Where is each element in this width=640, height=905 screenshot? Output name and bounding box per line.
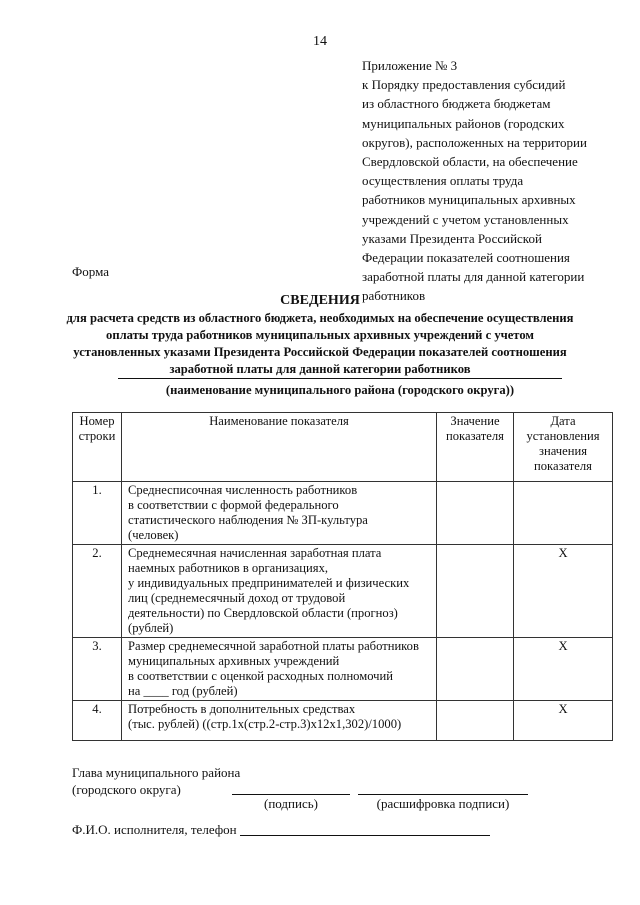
row-value[interactable]	[437, 545, 514, 638]
row-value[interactable]	[437, 701, 514, 741]
appendix-line: осуществления оплаты труда	[362, 173, 524, 189]
row-indicator-name: Среднемесячная начисленная заработная плата наемных работников в организациях, у индивидуальных предпринимателей и физических лиц (среднемесячный доход от трудовой деятельности) по Свердловской области (прогноз) (рублей)	[122, 545, 437, 638]
row-indicator-name: Размер среднемесячной заработной платы работников муниципальных архивных учреждений в соответствии с оценкой расходных полномочий на ____ год (рублей)	[122, 638, 437, 701]
row-date[interactable]: X	[514, 545, 613, 638]
row-number: 2.	[73, 545, 122, 638]
appendix-line: работников	[362, 288, 426, 304]
row-indicator-name: Потребность в дополнительных средствах (тыс. рублей) ((стр.1х(стр.2-стр.3)х12х1,302)/1000)	[122, 701, 437, 741]
form-label: Форма	[72, 264, 109, 279]
row-number: 4.	[73, 701, 122, 741]
appendix-line: Федерации показателей соотношения	[362, 250, 570, 266]
appendix-line: округов), расположенных на территории	[362, 134, 587, 150]
indicators-table	[72, 412, 613, 741]
head-signature-label	[72, 764, 240, 798]
subtitle-line: для расчета средств из областного бюджета, необходимых на обеспечение осуществления	[66, 311, 574, 325]
appendix-note	[362, 56, 632, 306]
row-date[interactable]	[514, 482, 613, 545]
appendix-line: из областного бюджета бюджетам	[362, 96, 551, 112]
row-indicator-name: Среднесписочная численность работников в соответствии с формой федерального статистического наблюдения № ЗП-культура (человек)	[122, 482, 437, 545]
decode-caption: (расшифровка подписи)	[376, 796, 510, 811]
table-header-row	[73, 413, 613, 482]
executor-label: Ф.И.О. исполнителя, телефон	[72, 822, 237, 837]
table-row	[73, 638, 613, 701]
page-number: 14	[313, 34, 327, 49]
row-number: 3.	[73, 638, 122, 701]
table-row	[73, 701, 613, 741]
head-label-line2: (городского округа)	[72, 782, 181, 797]
head-label-line1: Глава муниципального района	[72, 765, 241, 780]
appendix-line: муниципальных районов (городских	[362, 115, 565, 131]
document-title	[10, 292, 630, 378]
row-value[interactable]	[437, 638, 514, 701]
appendix-line: Приложение № 3	[362, 58, 458, 73]
title-heading: СВЕДЕНИЯ	[280, 293, 360, 308]
subtitle-line: оплаты труда работников муниципальных архивных учреждений с учетом	[106, 328, 534, 342]
header-date: Дата установления значения показателя	[514, 413, 613, 482]
row-value[interactable]	[437, 482, 514, 545]
table-row	[73, 545, 613, 638]
row-date[interactable]: X	[514, 638, 613, 701]
district-name-line[interactable]	[118, 378, 562, 379]
row-date[interactable]: X	[514, 701, 613, 741]
signature-caption: (подпись)	[264, 796, 318, 811]
appendix-line: работников муниципальных архивных	[362, 192, 576, 208]
signature-decode-line[interactable]	[358, 794, 528, 795]
appendix-line: заработной платы для данной категории	[362, 269, 585, 285]
subtitle-line: установленных указами Президента Российской Федерации показателей соотношения	[73, 345, 567, 359]
row-number: 1.	[73, 482, 122, 545]
header-number: Номер строки	[73, 413, 122, 482]
header-value: Значение показателя	[437, 413, 514, 482]
title-subtitle	[10, 310, 630, 378]
appendix-line: учреждений с учетом установленных	[362, 211, 569, 227]
header-name: Наименование показателя	[122, 413, 437, 482]
subtitle-line: заработной платы для данной категории работников	[169, 362, 471, 376]
executor-line[interactable]	[240, 835, 490, 836]
signature-line[interactable]	[232, 794, 350, 795]
district-caption: (наименование муниципального района (городского округа))	[165, 383, 515, 397]
appendix-line: указами Президента Российской	[362, 230, 542, 246]
appendix-line: к Порядку предоставления субсидий	[362, 77, 566, 93]
appendix-line: Свердловской области, на обеспечение	[362, 154, 578, 170]
table-row	[73, 482, 613, 545]
